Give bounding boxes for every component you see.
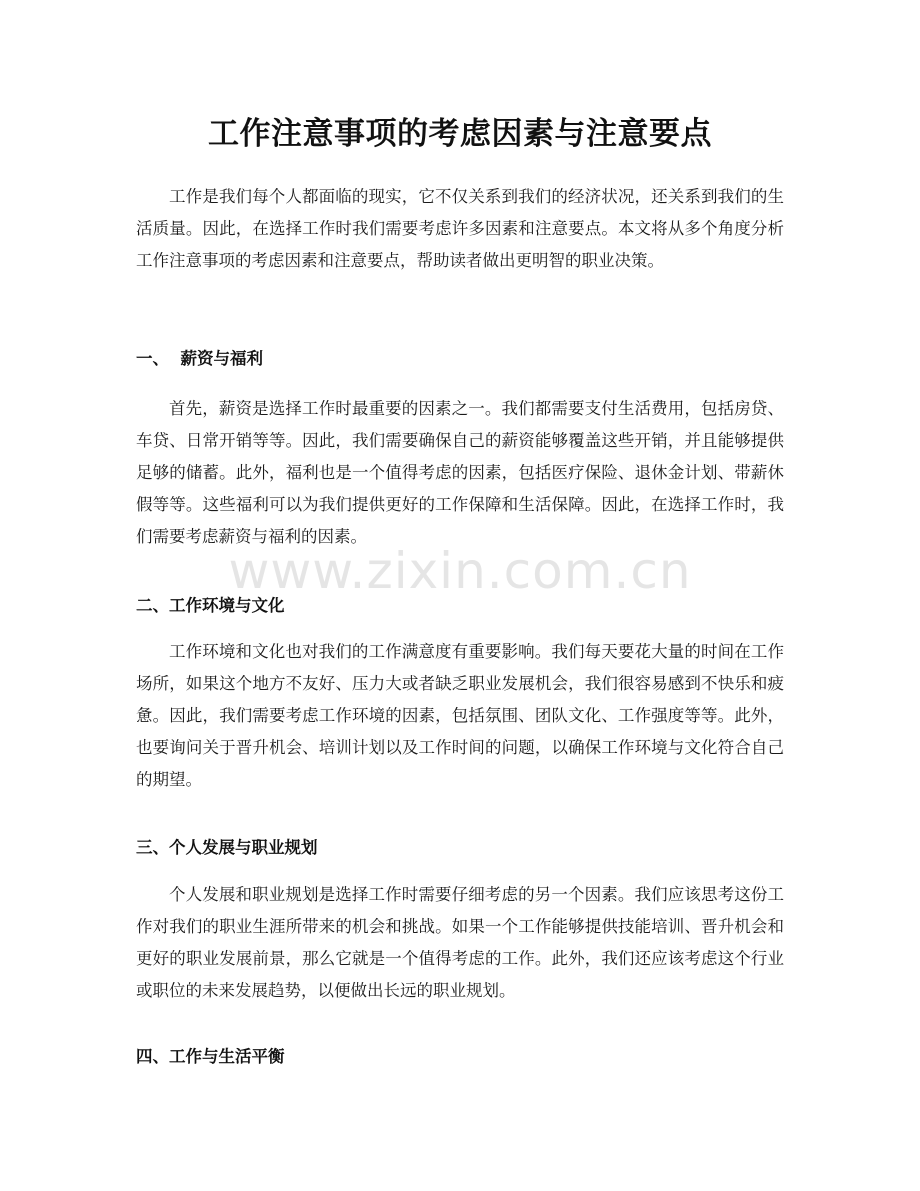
section-body-development: 个人发展和职业规划是选择工作时需要仔细考虑的另一个因素。我们应该思考这份工作对我们的职业生涯所带来的机会和挑战。如果一个工作能够提供技能培训、晋升机会和更好的职业发展前景，那么它就是一个值得考虑的工作。此外，我们还应该考虑这个行业或职位的未来发展趋势，以便做出长远的职业规划。 (136, 885, 784, 1000)
section-body-environment: 工作环境和文化也对我们的工作满意度有重要影响。我们每天要花大量的时间在工作场所，如果这个地方不友好、压力大或者缺乏职业发展机会，我们很容易感到不快乐和疲惫。因此，我们需要考虑工作环境的因素，包括氛围、团队文化、工作强度等等。此外，也要询问关于晋升机会、培训计划以及工作时间的问题，以确保工作环境与文化符合自己的期望。 (136, 642, 784, 789)
section-body-salary: 首先，薪资是选择工作时最重要的因素之一。我们都需要支付生活费用，包括房贷、车贷、日常开销等等。因此，我们需要确保自己的薪资能够覆盖这些开销，并且能够提供足够的储蓄。此外，福利也是一个值得考虑的因素，包括医疗保险、退休金计划、带薪休假等等。这些福利可以为我们提供更好的工作保障和生活保障。因此，在选择工作时，我们需要考虑薪资与福利的因素。 (136, 399, 784, 546)
document-title: 工作注意事项的考虑因素与注意要点 (208, 116, 712, 152)
section-heading-salary: 一、 薪资与福利 (136, 349, 263, 368)
section-heading-balance: 四、工作与生活平衡 (136, 1047, 285, 1066)
section-heading-development: 三、个人发展与职业规划 (136, 838, 318, 857)
intro-paragraph: 工作是我们每个人都面临的现实，它不仅关系到我们的经济状况，还关系到我们的生活质量。因此，在选择工作时我们需要考虑许多因素和注意要点。本文将从多个角度分析工作注意事项的考虑因素和注意要点，帮助读者做出更明智的职业决策。 (136, 187, 784, 270)
section-heading-environment: 二、工作环境与文化 (136, 596, 285, 615)
watermark: www.zixin.com.cn (228, 542, 692, 600)
